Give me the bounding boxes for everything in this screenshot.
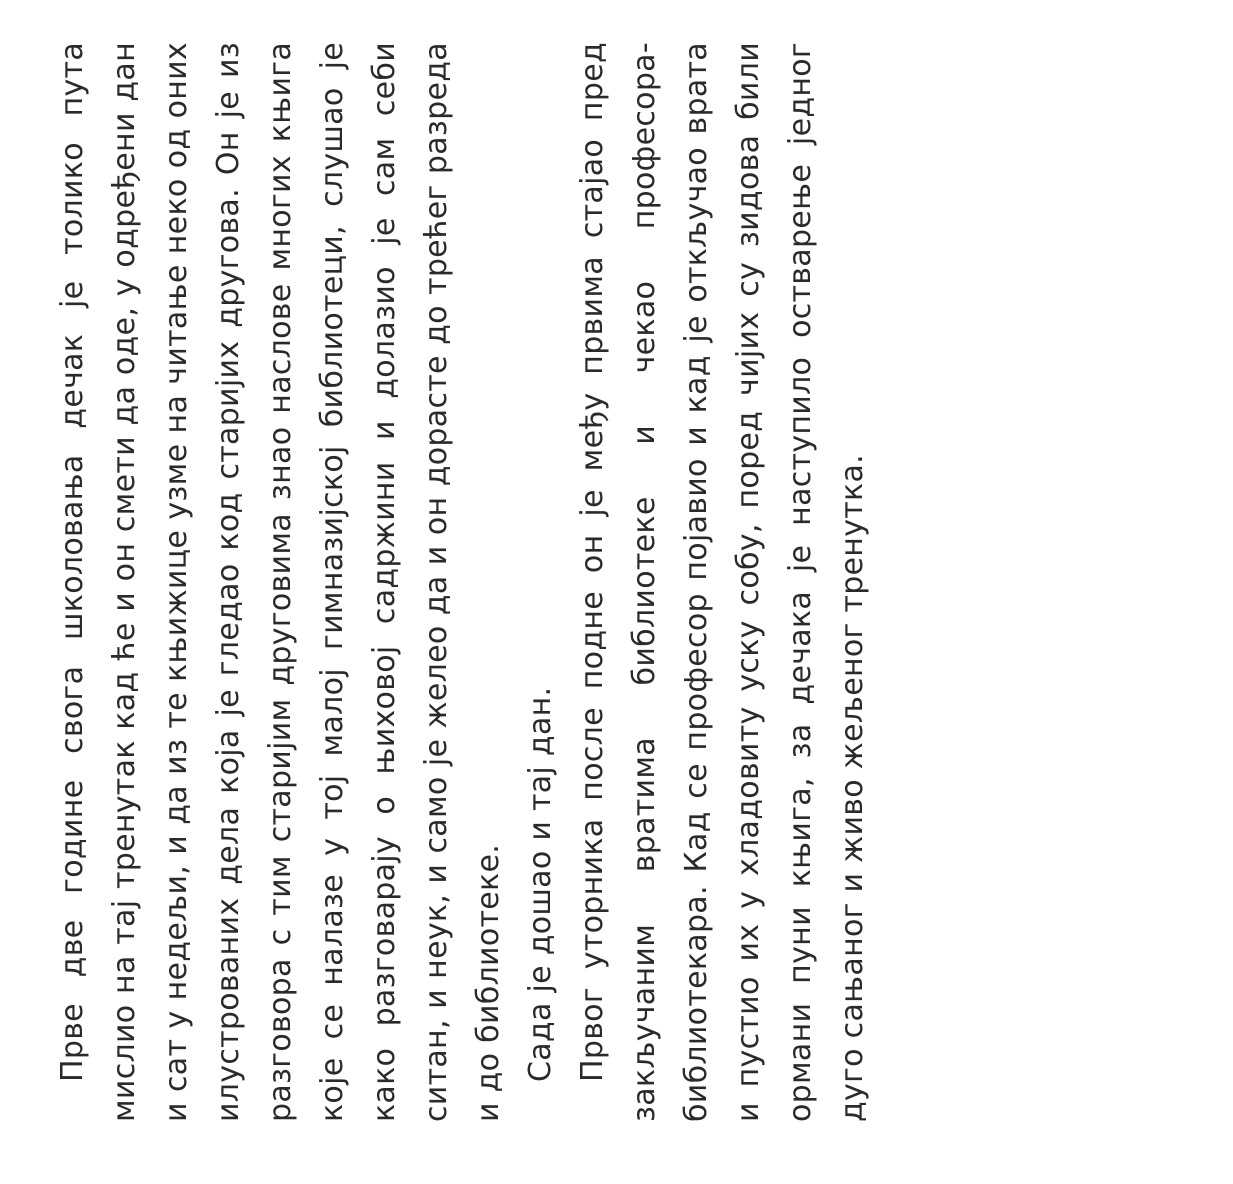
paragraph-1: Прве две године свога школовања дечак је толико пута мислио на тај тренутак кад ће и он смети да оде, у одређени дан и сат у недељи, и да из те књижице узме на читање неко од оних илустрованих дела која је гледао код старијих другова. Он је из разговора с тим старијим друговима знао наслове многих књига које се налазе у тој малој гимназијској библиотеци, слушао је како разговарају о њиховој садржини и долазио је сам себи ситан, и неук, и само је желео да и он дорасте до трећег разреда и до библиотеке.	[55, 42, 506, 1122]
paragraph-3: Првог уторника после подне он је међу првима стајао пред закључаним вратима библиотеке и чекао професора-библиотекара. Кад се професор појавио и кад је откључао врата и пустио их у хладовиту уску собу, поред чијих су зидова били ормани пуни књига, за дечака је наступило остварење једног дуго сањаног и живо жељеног тренутка.	[575, 42, 870, 1122]
rotated-text-block	[47, 42, 870, 1122]
paragraph-2: Сада је дошао и тај дан.	[523, 686, 558, 1082]
